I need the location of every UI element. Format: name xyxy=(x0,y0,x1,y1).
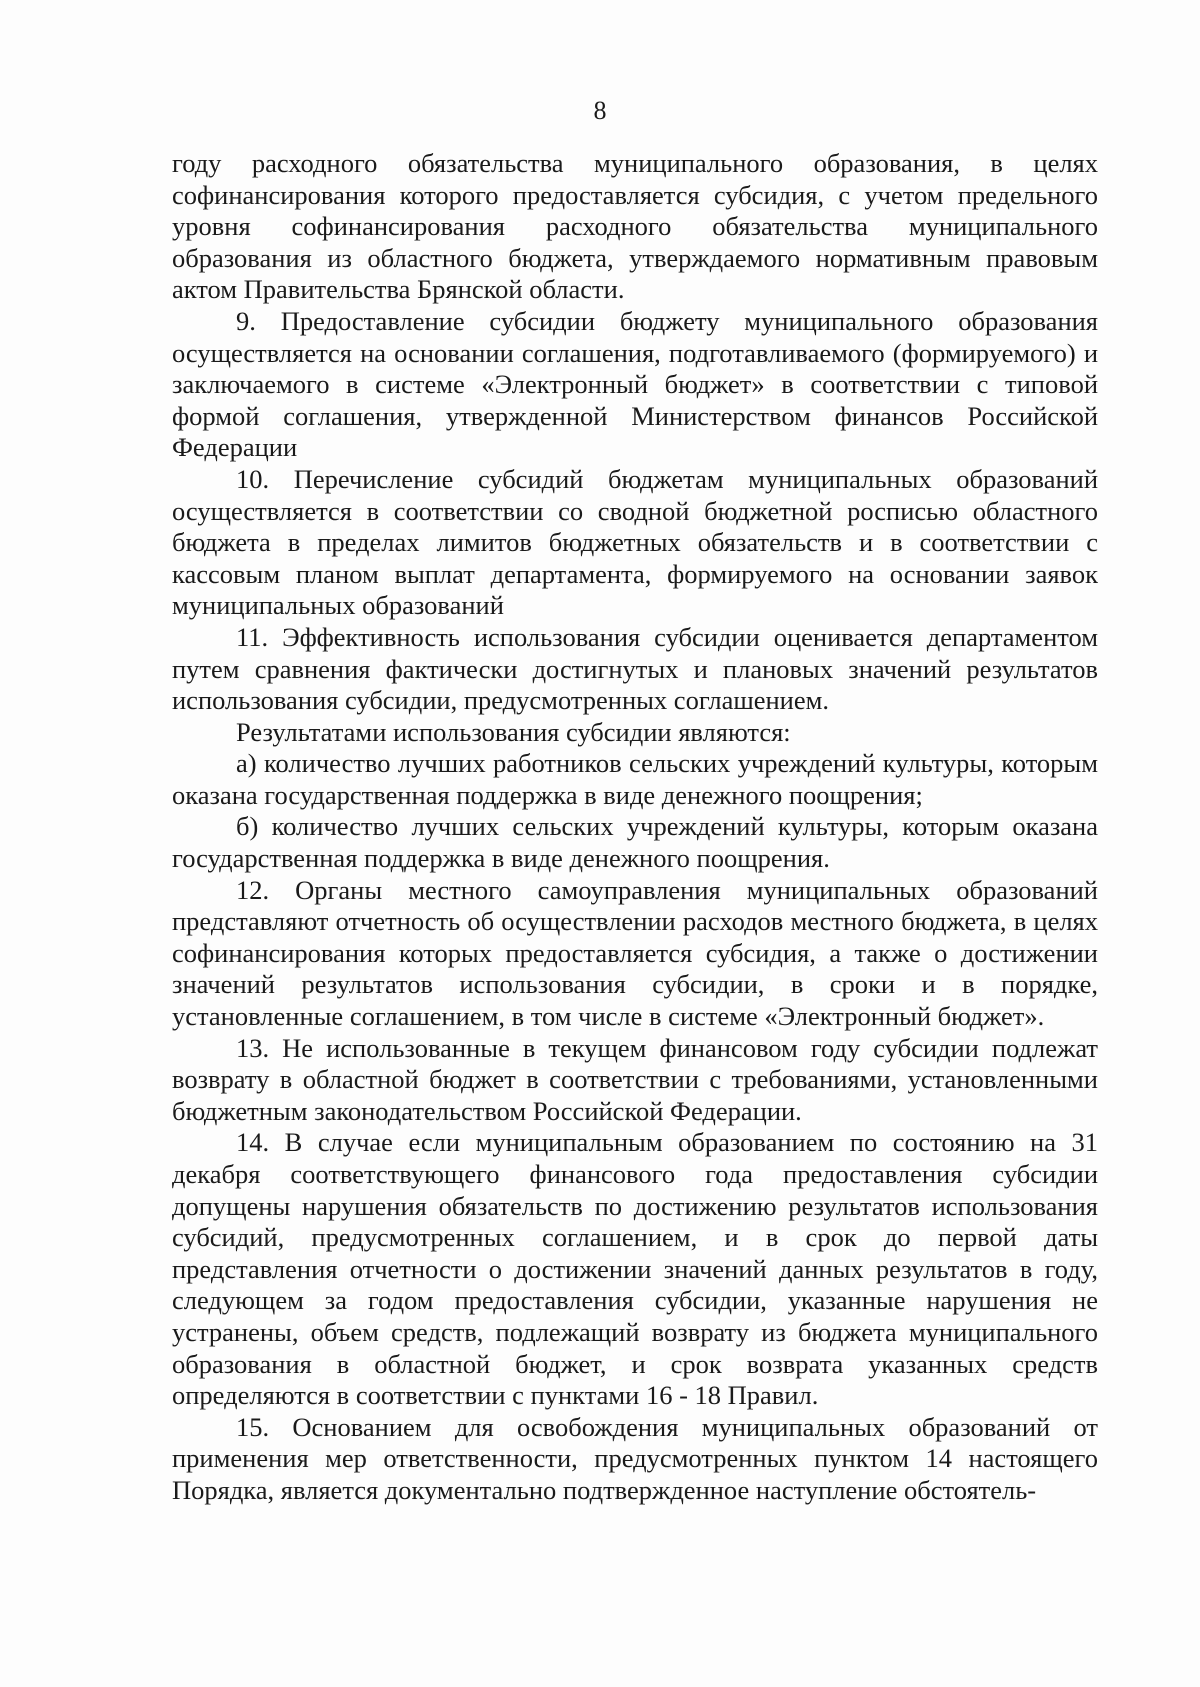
paragraph-15: 15. Основанием для освобождения муниципальных образований от применения мер ответственности, предусмотренных пунктом 14 настоящего Порядка, является документально подтвержденное наступление обстоятель- xyxy=(172,1411,1098,1505)
paragraph-10: 10. Перечисление субсидий бюджетам муниципальных образований осуществляется в соответствии со сводной бюджетной росписью областного бюджета в пределах лимитов бюджетных обязательств и в соответствии с кассовым планом выплат департамента, формируемого на основании заявок муниципальных образований xyxy=(172,463,1098,621)
paragraph-results-heading: Результатами использования субсидии являются: xyxy=(236,716,791,747)
paragraph-14: 14. В случае если муниципальным образованием по состоянию на 31 декабря соответствующего финансового года предоставления субсидии допущены нарушения обязательств по достижению результатов использования субсидий, предусмотренных соглашением, и в срок до первой даты представления отчетности о достижении значений данных результатов в году, следующем за годом предоставления субсидии, указанные нарушения не устранены, объем средств, подлежащий возврату из бюджета муниципального образования в областной бюджет, и срок возврата указанных средств определяются в соответствии с пунктами 16 - 18 Правил. xyxy=(172,1127,1098,1411)
paragraph-12: 12. Органы местного самоуправления муниципальных образований представляют отчетность об осуществлении расходов местного бюджета, в целях софинансирования которых предоставляется субсидия, а также о достижении значений результатов использования субсидии, в сроки и в порядке, установленные соглашением, в том числе в системе «Электронный бюджет». xyxy=(172,874,1098,1032)
paragraph-result-b: б) количество лучших сельских учреждений культуры, которым оказана государственная поддержка в виде денежного поощрения. xyxy=(172,811,1098,874)
paragraph-continuation: году расходного обязательства муниципального образования, в целях софинансирования которого предоставляется субсидия, с учетом предельного уровня софинансирования расходного обязательства муниципального образования из областного бюджета, утверждаемого нормативным правовым актом Правительства Брянской области. xyxy=(172,148,1098,305)
paragraph-11: 11. Эффективность использования субсидии оценивается департаментом путем сравнения фактически достигнутых и плановых значений результатов использования субсидии, предусмотренных соглашением. xyxy=(172,621,1098,716)
paragraph-13: 13. Не использованные в текущем финансовом году субсидии подлежат возврату в областной бюджет в соответствии с требованиями, установленными бюджетным законодательством Российской Федерации. xyxy=(172,1032,1098,1126)
paragraph-9: 9. Предоставление субсидии бюджету муниципального образования осуществляется на основании соглашения, подготавливаемого (формируемого) и заключаемого в системе «Электронный бюджет» в соответствии с типовой формой соглашения, утвержденной Министерством финансов Российской Федерации xyxy=(172,305,1098,463)
paragraph-result-a: а) количество лучших работников сельских учреждений культуры, которым оказана государственная поддержка в виде денежного поощрения; xyxy=(172,748,1098,810)
document-body xyxy=(172,148,1098,1507)
page-number: 8 xyxy=(593,96,607,125)
